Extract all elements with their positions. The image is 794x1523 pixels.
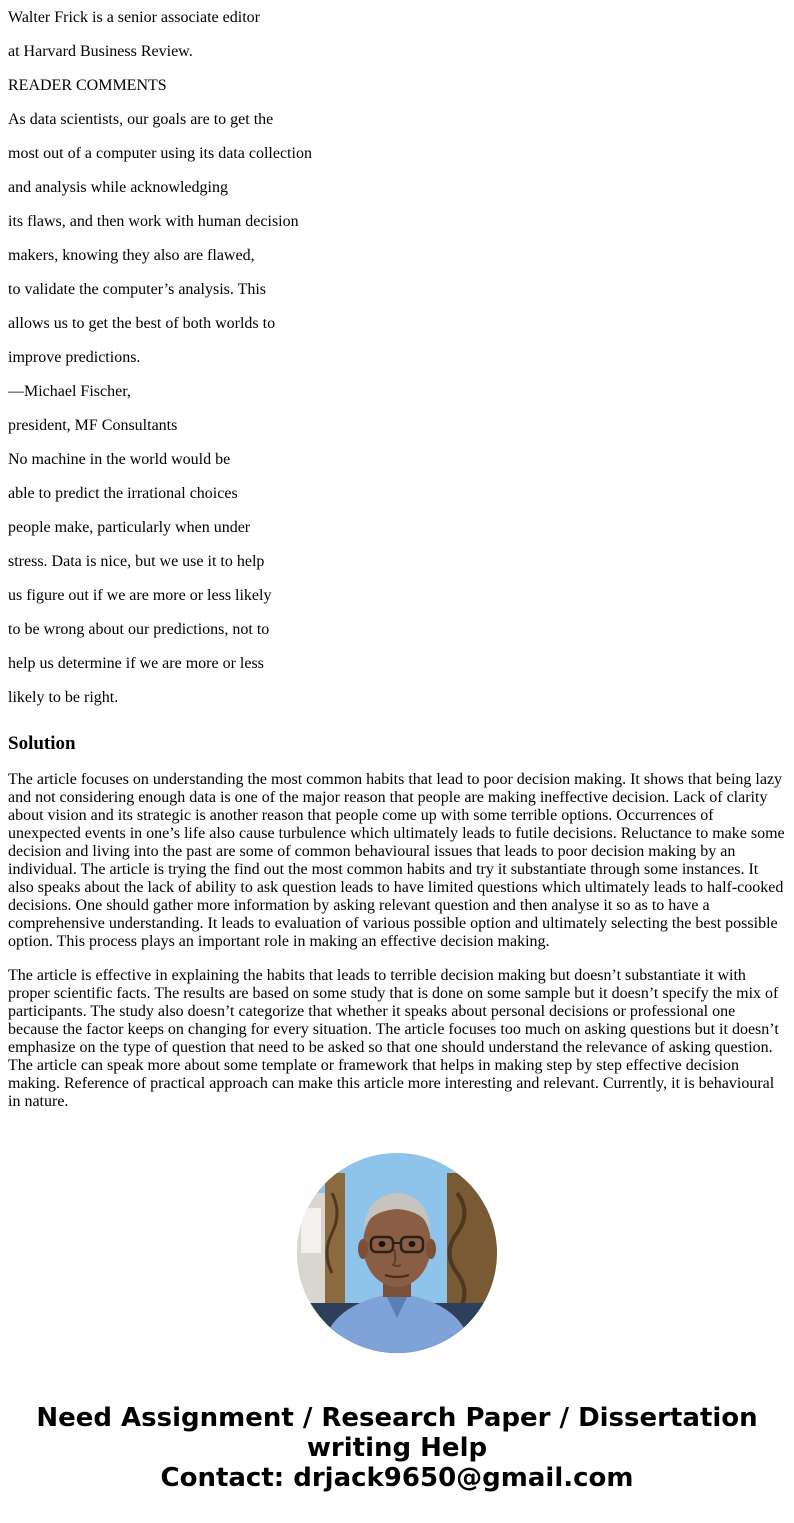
cta-contact-email[interactable]: Contact: drjack9650@gmail.com xyxy=(160,1463,634,1493)
comment-author: —Michael Fischer, xyxy=(8,383,131,400)
comment-line: and analysis while acknowledging xyxy=(8,179,228,196)
author-line: at Harvard Business Review. xyxy=(8,43,193,60)
tutor-portrait xyxy=(297,1153,497,1353)
comment-line: likely to be right. xyxy=(8,689,119,706)
solution-paragraph-1: The article focuses on understanding the most common habits that lead to poor decision making. It shows that being lazy and not considering enough data is one of the major reason that people are making ineffective decision. Lack of clarity about vision and its strategic is another reason that people come up with some terrible options. Occurrences of unexpected events in one’s life also cause turbulence which ultimately leads to futile decisions. Reluctance to make some decision and living into the past are some of common behavioural issues that leads to poor decision making by an individual. The article is trying the find out the most common habits and try it substantiate through some instances. It also speaks about the lack of ability to ask question leads to have limited questions which ultimately leads to half-cooked decisions. One should gather more information by asking relevant question and then analyse it so as to have a comprehensive understanding. It leads to evaluation of various possible option and ultimately selecting the best possible option. This process plays an important role in making an effective decision making. xyxy=(8,771,785,950)
cta-headline: Need Assignment / Research Paper / Dissertation writing Help xyxy=(36,1403,758,1463)
comment-line: able to predict the irrational choices xyxy=(8,485,238,502)
comment-line: its flaws, and then work with human decision xyxy=(8,213,299,230)
reader-comment-1 xyxy=(8,103,786,443)
comment-line: No machine in the world would be xyxy=(8,451,231,468)
comment-line: improve predictions. xyxy=(8,349,141,366)
comment-author-title: president, MF Consultants xyxy=(8,417,178,434)
comment-line: allows us to get the best of both worlds to xyxy=(8,315,276,332)
avatar xyxy=(297,1153,497,1353)
right-ear xyxy=(426,1239,436,1259)
comment-line: stress. Data is nice, but we use it to help xyxy=(8,553,265,570)
comment-line: As data scientists, our goals are to get the xyxy=(8,111,274,128)
comment-line: us figure out if we are more or less likely xyxy=(8,587,272,604)
comment-line: makers, knowing they also are flawed, xyxy=(8,247,255,264)
solution-paragraph-2: The article is effective in explaining the habits that leads to terrible decision making but doesn’t substantiate it with proper scientific facts. The results are based on some study that is done on some sample but it doesn’t specify the mix of participants. The study also doesn’t categorize that whether it speaks about personal decisions or professional one because the factor keeps on changing for every situation. The article focuses too much on asking questions but it doesn’t emphasize on the type of question that need to be asked so that one should understand the relevance of asking question. The article can speak more about some template or framework that helps in making step by step effective decision making. Reference of practical approach can make this article more interesting and relevant. Currently, it is behavioural in nature. xyxy=(8,967,779,1110)
comment-line: most out of a computer using its data collection xyxy=(8,145,312,162)
solution-heading: Solution xyxy=(8,733,76,754)
left-ear xyxy=(358,1239,368,1259)
comment-line: to validate the computer’s analysis. This xyxy=(8,281,267,298)
author-line: Walter Frick is a senior associate editor xyxy=(8,9,260,26)
comments-heading: READER COMMENTS xyxy=(8,77,167,94)
reader-comment-2 xyxy=(8,443,786,715)
comment-line: to be wrong about our predictions, not to xyxy=(8,621,270,638)
contact-banner xyxy=(0,1403,794,1493)
comment-line: people make, particularly when under xyxy=(8,519,251,536)
window-panel xyxy=(301,1208,321,1253)
comment-line: help us determine if we are more or less xyxy=(8,655,264,672)
author-bio xyxy=(8,0,786,103)
